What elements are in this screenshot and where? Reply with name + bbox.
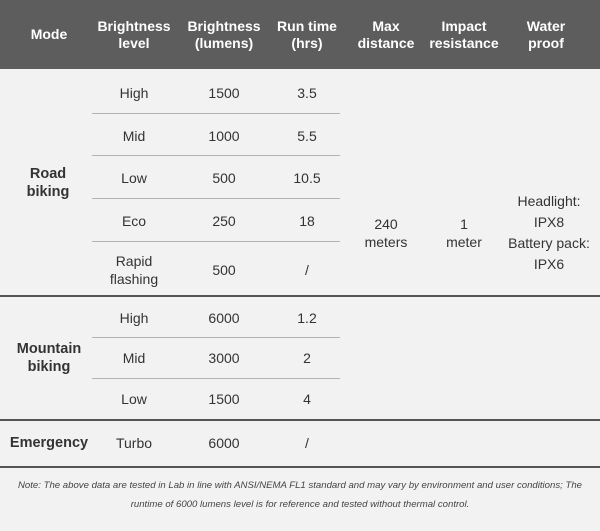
- mountain-lumens: 3000: [208, 350, 240, 366]
- mountain-runtime: 4: [303, 391, 311, 407]
- mountain-level: High: [119, 310, 149, 326]
- road-level: Low: [121, 170, 147, 186]
- mode-mountain-biking: Mountain biking: [16, 341, 82, 375]
- road-lumens: 500: [212, 262, 236, 278]
- max-distance-value: 240 meters: [364, 215, 408, 250]
- header-water-proof: Water proof: [526, 17, 566, 51]
- road-lumens: 250: [212, 213, 236, 229]
- row-divider: [92, 113, 340, 114]
- table-header: [0, 0, 600, 69]
- road-level: Eco: [121, 213, 147, 229]
- header-impact-resistance: Impact resistance: [429, 17, 499, 51]
- road-runtime: 10.5: [293, 170, 321, 186]
- road-level: Mid: [122, 128, 146, 144]
- road-runtime: 18: [299, 213, 315, 229]
- road-runtime: 5.5: [297, 128, 317, 144]
- table-bottom-divider: [0, 466, 600, 468]
- row-divider: [92, 337, 340, 338]
- road-level: High: [119, 85, 149, 101]
- emergency-runtime: /: [305, 435, 309, 451]
- road-lumens: 500: [212, 170, 236, 186]
- mountain-runtime: 1.2: [297, 310, 317, 326]
- impact-resistance-value: 1 meter: [446, 215, 482, 250]
- mountain-level: Low: [121, 391, 147, 407]
- road-lumens: 1000: [208, 128, 240, 144]
- mountain-lumens: 1500: [208, 391, 240, 407]
- row-divider: [92, 198, 340, 199]
- mode-road-biking: Road biking: [26, 166, 70, 200]
- road-lumens: 1500: [208, 85, 240, 101]
- section-divider: [0, 419, 600, 421]
- road-runtime: 3.5: [297, 85, 317, 101]
- road-level: Rapid flashing: [109, 253, 159, 287]
- header-max-distance: Max distance: [357, 17, 415, 51]
- road-runtime: /: [305, 262, 309, 278]
- emergency-lumens: 6000: [208, 435, 240, 451]
- row-divider: [92, 155, 340, 156]
- mountain-runtime: 2: [303, 350, 311, 366]
- row-divider: [92, 241, 340, 242]
- mountain-lumens: 6000: [208, 310, 240, 326]
- footnote: Note: The above data are tested in Lab in line with ANSI/NEMA FL1 standard and may vary by environment and user conditions; The runtime of 6000 lumens level is for reference and tested without thermal control.: [17, 480, 583, 510]
- header-mode: Mode: [30, 26, 68, 42]
- mountain-level: Mid: [122, 350, 146, 366]
- header-brightness-lumens: Brightness (lumens): [187, 17, 261, 51]
- water-proof-value: Headlight: IPX8 Battery pack: IPX6: [508, 192, 590, 272]
- mode-emergency: Emergency: [9, 435, 89, 451]
- emergency-level: Turbo: [115, 435, 153, 451]
- header-brightness-level: Brightness level: [97, 17, 171, 51]
- row-divider: [92, 378, 340, 379]
- header-run-time: Run time (hrs): [277, 17, 337, 51]
